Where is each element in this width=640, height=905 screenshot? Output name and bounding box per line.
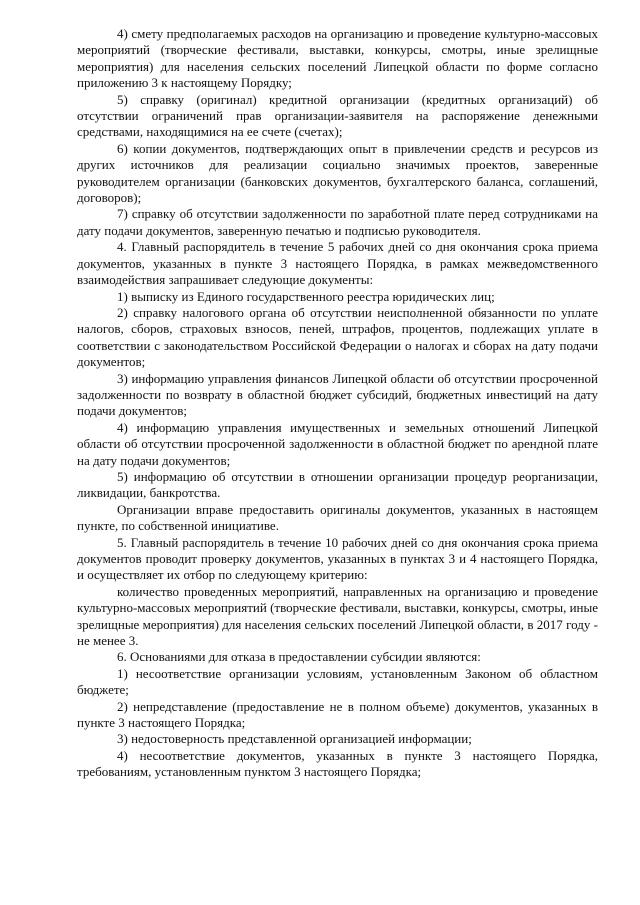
document-page	[77, 26, 598, 781]
paragraph-section-6: 6. Основаниями для отказа в предоставлении субсидии являются:	[117, 649, 481, 665]
paragraph-section-4-item-2: 2) справку налогового органа об отсутствии неисполненной обязанности по уплате налогов, сборов, страховых взносов, пеней, штрафов, процентов, подлежащих уплате в соответствии с законодательством Российской Федерации о налогах и сборах на дату подачи документов;	[77, 304, 598, 370]
paragraph-section-6-item-1: 1) несоответствие организации условиям, установленным Законом об областном бюджете;	[77, 665, 598, 698]
paragraph-section-6-item-4: 4) несоответствие документов, указанных в пункте 3 настоящего Порядка, требованиям, установленным пунктом 3 настоящего Порядка;	[77, 747, 598, 780]
paragraph-item-4-estimate: 4) смету предполагаемых расходов на организацию и проведение культурно-массовых мероприятий (творческие фестивали, выставки, конкурсы, смотры, иные зрелищные мероприятия) для населения сельских поселений Липецкой области по форме согласно приложению 3 к настоящему Порядку;	[77, 26, 598, 91]
paragraph-section-6-item-2: 2) непредставление (предоставление не в полном объеме) документов, указанных в пункте 3 настоящего Порядка;	[77, 698, 598, 731]
paragraph-item-5-bank-certificate: 5) справку (оригинал) кредитной организации (кредитных организаций) об отсутствии ограничений прав организации-заявителя на распоряжение денежными средствами, находящимися на ее счете (счетах);	[77, 91, 598, 140]
paragraph-section-4-item-3: 3) информацию управления финансов Липецкой области об отсутствии просроченной задолженности по возврату в областной бюджет субсидий, бюджетных инвестиций на дату подачи документов;	[77, 370, 598, 419]
paragraph-selection-criterion: количество проведенных мероприятий, направленных на организацию и проведение культурно-массовых мероприятий (творческие фестивали, выставки, конкурсы, смотры, иные зрелищные мероприятия) для населения сельских поселений Липецкой области, в 2017 году - не менее 3.	[77, 583, 598, 649]
paragraph-section-4-item-5: 5) информацию об отсутствии в отношении организации процедур реорганизации, ликвидации, банкротства.	[77, 468, 598, 501]
paragraph-section-4-item-4: 4) информацию управления имущественных и земельных отношений Липецкой области об отсутствии просроченной задолженности в областной бюджет по арендной плате на дату подачи документов;	[77, 419, 598, 468]
paragraph-item-6-experience-docs: 6) копии документов, подтверждающих опыт в привлечении средств и ресурсов из других источников для реализации социально значимых проектов, заверенные руководителем организации (банковских документов, бухгалтерского баланса, соглашений, договоров);	[77, 140, 598, 206]
paragraph-section-5: 5. Главный распорядитель в течение 10 рабочих дней со дня окончания срока приема документов проводит проверку документов, указанных в пунктах 3 и 4 настоящего Порядка, и осуществляет их отбор по следующему критерию:	[77, 534, 598, 583]
paragraph-section-4: 4. Главный распорядитель в течение 5 рабочих дней со дня окончания срока приема документов, указанных в пункте 3 настоящего Порядка, в рамках межведомственного взаимодействия запрашивает следующие документы:	[77, 239, 598, 288]
paragraph-item-7-salary-certificate: 7) справку об отсутствии задолженности по заработной плате перед сотрудниками на дату подачи документов, заверенную печатью и подписью руководителя.	[77, 206, 598, 238]
paragraph-section-4-item-1: 1) выписку из Единого государственного реестра юридических лиц;	[117, 288, 495, 304]
paragraph-section-6-item-3: 3) недостоверность представленной организацией информации;	[117, 731, 472, 747]
paragraph-originals-note: Организации вправе предоставить оригиналы документов, указанных в настоящем пункте, по собственной инициативе.	[77, 501, 598, 534]
